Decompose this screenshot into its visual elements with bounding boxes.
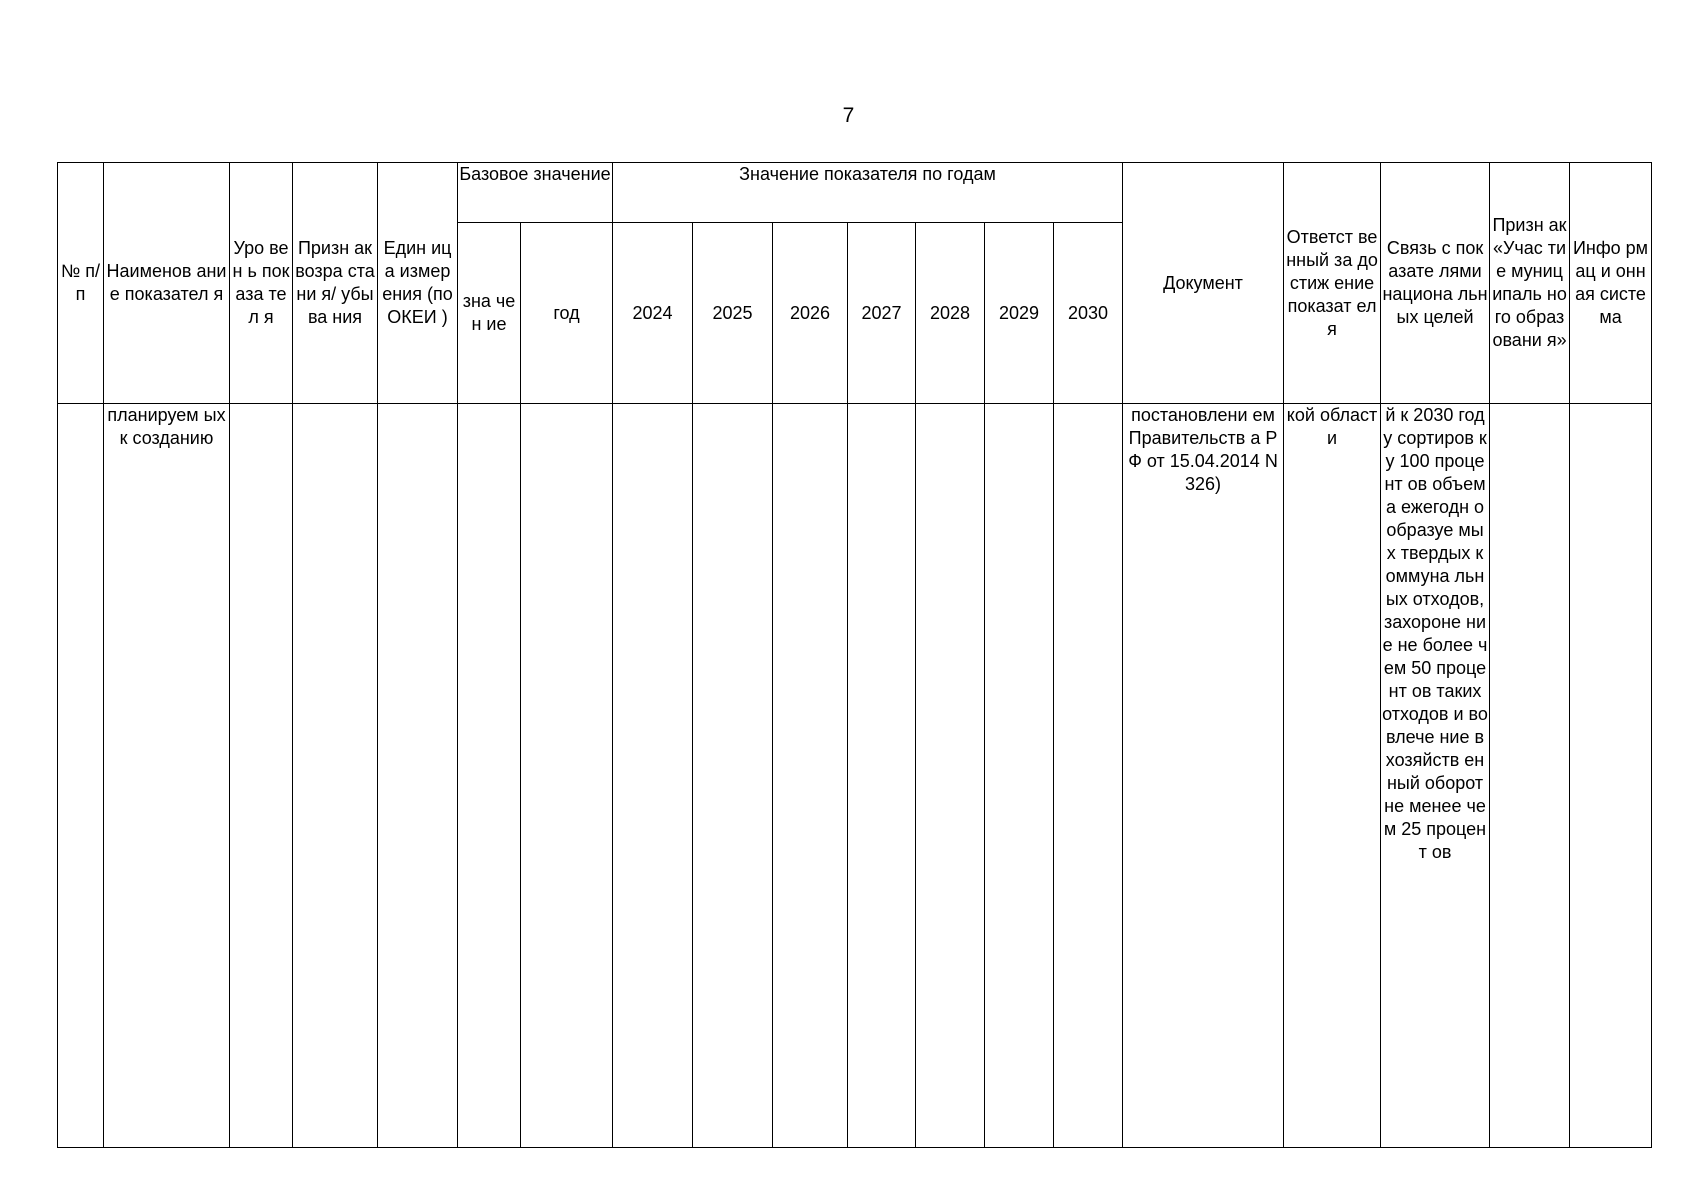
col-header-level: Уро вен ь пок аза тел я [230, 163, 293, 404]
indicators-table [57, 162, 1652, 1148]
cell-document: постановлени ем Правительств а РФ от 15.04.2014 N 326) [1123, 404, 1284, 1148]
page-number: 7 [842, 104, 855, 127]
cell-level [230, 404, 293, 1148]
col-header-document: Документ [1123, 163, 1284, 404]
col-header-year: 2030 [1054, 223, 1123, 404]
col-header-year: 2026 [773, 223, 848, 404]
cell-municipal [1490, 404, 1570, 1148]
col-header-responsible: Ответст венный за достиж ение показат еля [1284, 163, 1381, 404]
cell-year-value [1054, 404, 1123, 1148]
table-row [58, 404, 1652, 1148]
col-header-year: 2029 [985, 223, 1054, 404]
cell-base-value [458, 404, 521, 1148]
col-header-base-year: год [521, 223, 613, 404]
cell-year-value [693, 404, 773, 1148]
header-row-top [58, 163, 1652, 223]
col-group-years: Значение показателя по годам [613, 163, 1123, 223]
col-header-link: Связь с показате лями национа льных целей [1381, 163, 1490, 404]
cell-name: планируем ых к созданию [104, 404, 230, 1148]
cell-year-value [848, 404, 916, 1148]
cell-base-year [521, 404, 613, 1148]
col-header-year: 2027 [848, 223, 916, 404]
col-header-infosystem: Инфо рмац и онная систе ма [1570, 163, 1652, 404]
cell-year-value [773, 404, 848, 1148]
col-header-municipal: Призн ак «Учас тие муниц ипаль ного образ овани я» [1490, 163, 1570, 404]
col-group-base: Базовое значение [458, 163, 613, 223]
cell-num [58, 404, 104, 1148]
cell-year-value [985, 404, 1054, 1148]
cell-sign [293, 404, 378, 1148]
col-header-year: 2024 [613, 223, 693, 404]
cell-year-value [916, 404, 985, 1148]
col-header-unit: Един ица измер ения (по ОКЕИ ) [378, 163, 458, 404]
col-header-sign: Призн ак возра стани я/ убыва ния [293, 163, 378, 404]
cell-infosystem [1570, 404, 1652, 1148]
cell-responsible: кой област и [1284, 404, 1381, 1148]
cell-year-value [613, 404, 693, 1148]
col-header-num: № п/п [58, 163, 104, 404]
cell-link: й к 2030 году сортиров ку 100 процент ов объема ежегодн о образуе мых твердых коммуна льных отходов, захороне ние не более чем 50 процент ов таких отходов и вовлече ние в хозяйств енный оборот не менее чем 25 процент ов [1381, 404, 1490, 1148]
col-header-base-value: зна чен ие [458, 223, 521, 404]
cell-unit [378, 404, 458, 1148]
col-header-year: 2028 [916, 223, 985, 404]
col-header-name: Наименов ание показател я [104, 163, 230, 404]
col-header-year: 2025 [693, 223, 773, 404]
